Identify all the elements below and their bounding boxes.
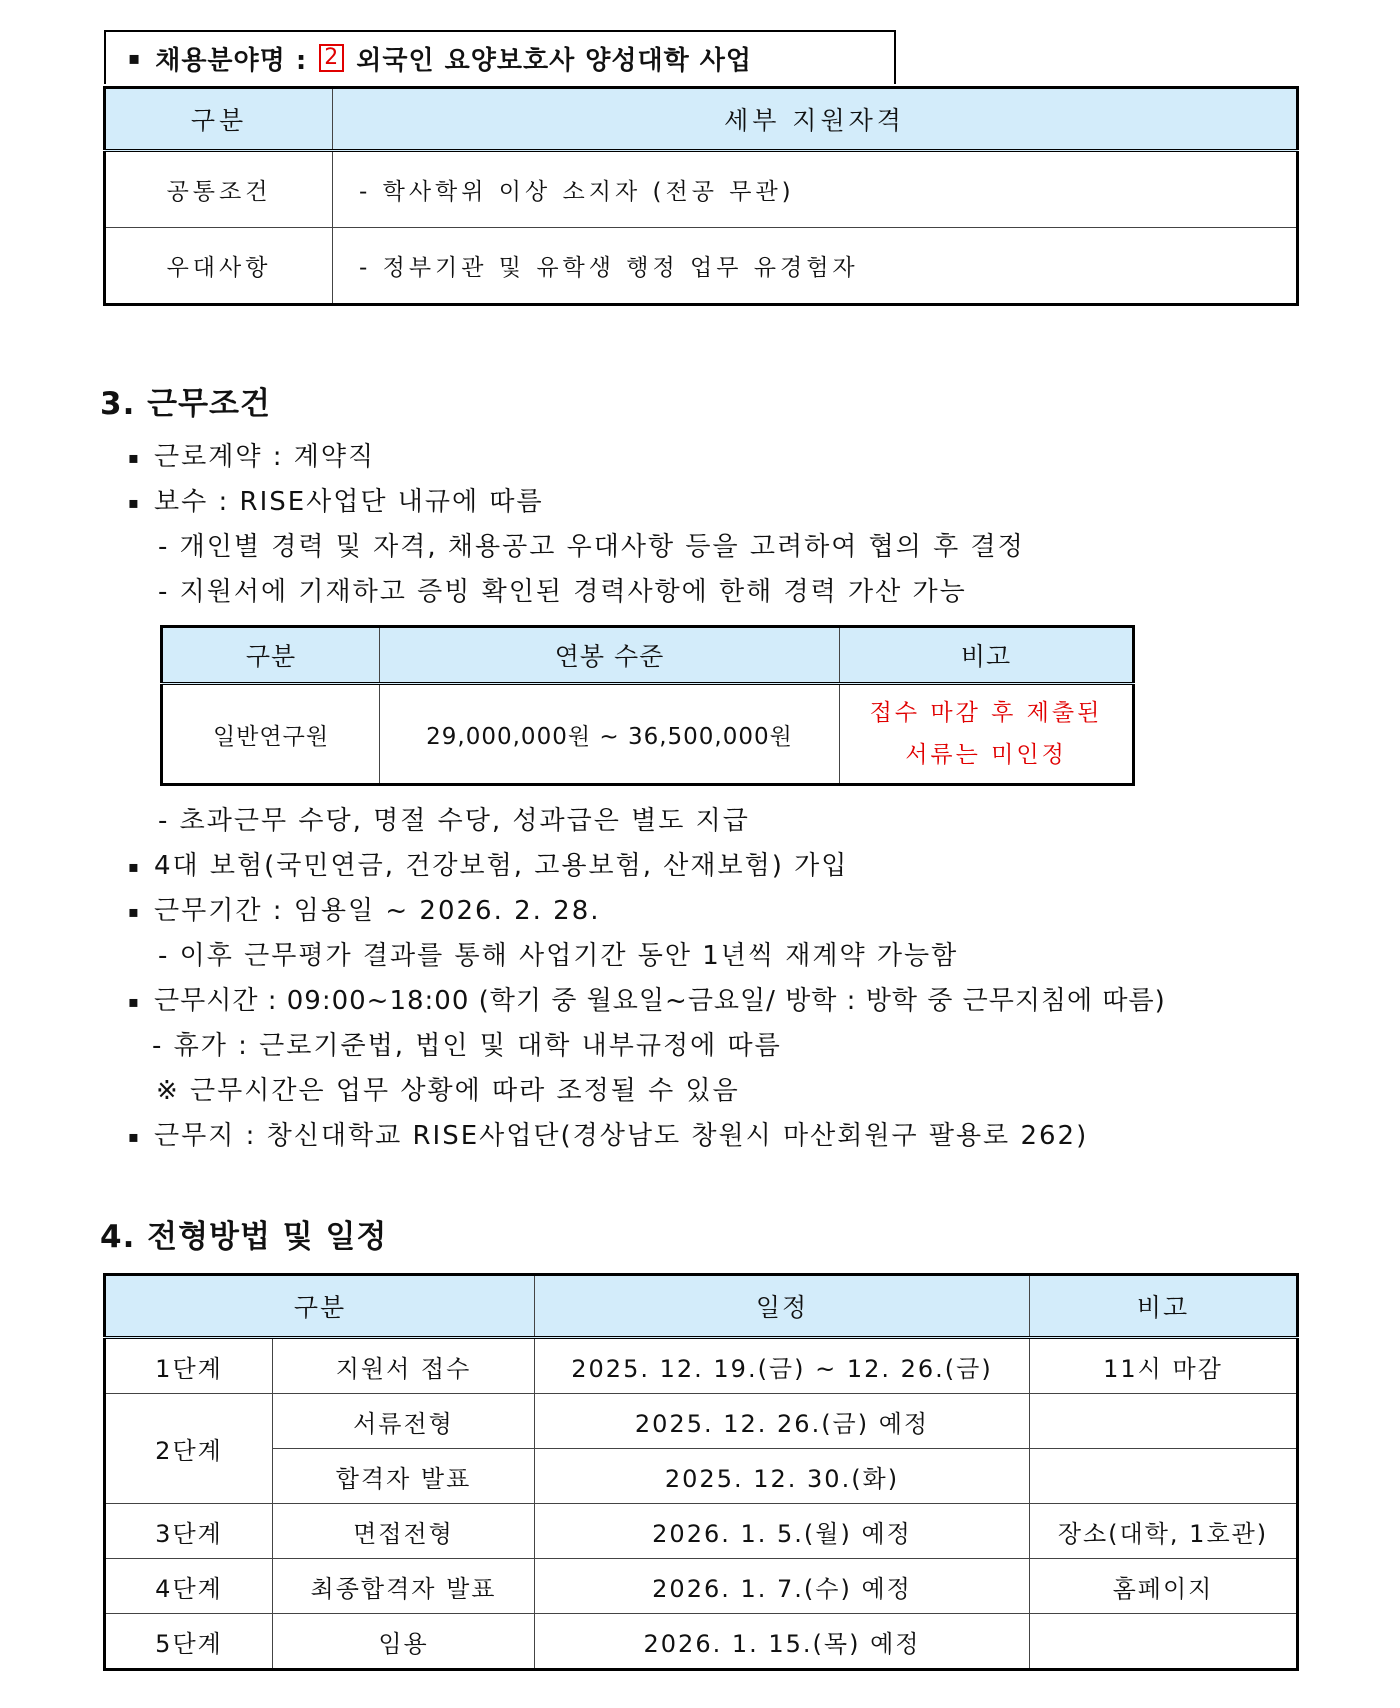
table-header-row: [105, 88, 1298, 151]
table-row: [105, 1394, 1298, 1449]
salary-range: 29,000,000원 ~ 36,500,000원: [380, 684, 840, 785]
list-item: [128, 481, 544, 518]
list-item: - 개인별 경력 및 자격, 채용공고 우대사항 등을 고려하여 협의 후 결정: [158, 532, 1025, 562]
list-item-text: 근무시간 : 09:00~18:00 (학기 중 월요일~금요일/ 방학 : 방학 중 근무지침에 따름): [154, 986, 1166, 1016]
row-value: - 정부기관 및 유학생 행정 업무 유경험자: [333, 228, 1298, 305]
salary-category: 일반연구원: [162, 684, 380, 785]
table-header-row: [105, 1275, 1298, 1338]
table-row: [105, 1559, 1298, 1614]
list-item-text: 근로계약 : 계약직: [154, 442, 376, 472]
bullet-icon: ▪: [128, 902, 141, 921]
header-category: 구분: [105, 1275, 535, 1338]
note-cell: 11시 마감: [1030, 1338, 1298, 1394]
bullet-icon: ▪: [128, 493, 141, 512]
list-item: [128, 1115, 1088, 1152]
stage-cell: 2단계: [105, 1394, 273, 1504]
header-category: 구분: [105, 88, 333, 151]
stage-cell: 4단계: [105, 1559, 273, 1614]
step-cell: 임용: [273, 1614, 535, 1670]
list-item: [128, 436, 375, 473]
table-row: [105, 151, 1298, 228]
date-cell: 2026. 1. 15.(목) 예정: [535, 1614, 1030, 1670]
note-cell: [1030, 1614, 1298, 1670]
table-row: [162, 684, 1134, 785]
table-row: [105, 1449, 1298, 1504]
table-header-row: [162, 627, 1134, 684]
qualification-table: [103, 86, 1299, 306]
header-category: 구분: [162, 627, 380, 684]
list-item-text: 근무기간 : 임용일 ~ 2026. 2. 28.: [154, 896, 601, 926]
list-item: - 지원서에 기재하고 증빙 확인된 경력사항에 한해 경력 가산 가능: [158, 577, 967, 607]
stage-cell: 5단계: [105, 1614, 273, 1670]
row-label: 우대사항: [105, 228, 333, 305]
header-note: 비고: [840, 627, 1134, 684]
header-salary: 연봉 수준: [380, 627, 840, 684]
list-item: ※ 근무시간은 업무 상황에 따라 조정될 수 있음: [156, 1076, 740, 1106]
salary-note-line: 접수 마감 후 제출된: [869, 700, 1103, 726]
step-cell: 최종합격자 발표: [273, 1559, 535, 1614]
table-row: [105, 1504, 1298, 1559]
list-item: - 이후 근무평가 결과를 통해 사업기간 동안 1년씩 재계약 가능함: [158, 941, 959, 971]
bullet-icon: ▪: [128, 992, 140, 1011]
field-number-box: 2: [319, 44, 344, 72]
field-label: 채용분야명 :: [155, 45, 308, 76]
salary-table: [160, 625, 1135, 786]
list-item-text: 4대 보험(국민연금, 건강보험, 고용보험, 산재보험) 가입: [154, 851, 849, 881]
bullet-icon: ▪: [128, 1127, 141, 1146]
step-cell: 서류전형: [273, 1394, 535, 1449]
note-cell: [1030, 1449, 1298, 1504]
table-row: [105, 1614, 1298, 1670]
date-cell: 2026. 1. 7.(수) 예정: [535, 1559, 1030, 1614]
schedule-table: [103, 1273, 1299, 1671]
list-item: [128, 845, 848, 882]
field-label-box: [104, 30, 896, 84]
date-cell: 2025. 12. 30.(화): [535, 1449, 1030, 1504]
row-label: 공통조건: [105, 151, 333, 228]
date-cell: 2025. 12. 26.(금) 예정: [535, 1394, 1030, 1449]
step-cell: 지원서 접수: [273, 1338, 535, 1394]
header-note: 비고: [1030, 1275, 1298, 1338]
bullet-icon: ▪: [128, 47, 142, 69]
date-cell: 2025. 12. 19.(금) ~ 12. 26.(금): [535, 1338, 1030, 1394]
stage-cell: 1단계: [105, 1338, 273, 1394]
row-value: - 학사학위 이상 소지자 (전공 무관): [333, 151, 1298, 228]
list-item: [128, 890, 601, 927]
field-name: 외국인 요양보호사 양성대학 사업: [356, 45, 753, 76]
header-schedule: 일정: [535, 1275, 1030, 1338]
list-item-text: 보수 : RISE사업단 내규에 따름: [154, 487, 544, 517]
section-3-title: 3. 근무조건: [100, 386, 271, 422]
salary-note-line: 서류는 미인정: [905, 742, 1067, 768]
header-detail: 세부 지원자격: [333, 88, 1298, 151]
bullet-icon: ▪: [128, 857, 141, 876]
list-item: - 초과근무 수당, 명절 수당, 성과급은 별도 지급: [158, 806, 750, 836]
list-item: - 휴가 : 근로기준법, 법인 및 대학 내부규정에 따름: [152, 1031, 782, 1061]
salary-note: [840, 684, 1134, 785]
section-4-title: 4. 전형방법 및 일정: [100, 1219, 388, 1255]
list-item: [128, 980, 1166, 1017]
step-cell: 합격자 발표: [273, 1449, 535, 1504]
table-row: [105, 228, 1298, 305]
note-cell: [1030, 1394, 1298, 1449]
table-row: [105, 1338, 1298, 1394]
note-cell: 장소(대학, 1호관): [1030, 1504, 1298, 1559]
stage-cell: 3단계: [105, 1504, 273, 1559]
date-cell: 2026. 1. 5.(월) 예정: [535, 1504, 1030, 1559]
list-item-text: 근무지 : 창신대학교 RISE사업단(경상남도 창원시 마산회원구 팔용로 262): [154, 1121, 1089, 1151]
note-cell: 홈페이지: [1030, 1559, 1298, 1614]
bullet-icon: ▪: [128, 448, 141, 467]
step-cell: 면접전형: [273, 1504, 535, 1559]
